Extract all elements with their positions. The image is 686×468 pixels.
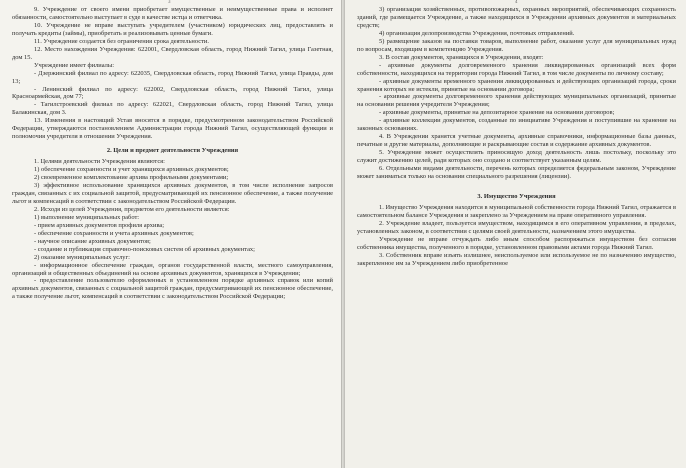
page-number: 3 <box>168 0 171 5</box>
paragraph: 1) обеспечение сохранности и учет хранящихся архивных документов; <box>34 166 229 174</box>
paragraph: - научное описание архивных документов; <box>34 237 151 245</box>
paragraph: 11. Учреждение создается без ограничения срока деятельности. <box>34 37 209 45</box>
paragraph: 2) оказание муниципальных услуг: <box>34 253 130 261</box>
paragraph: - информационное обеспечение граждан, органов государственной власти, местного самоуправления, организаций и общественных объединений на основе архивных документов, хранящихся в Учреждении; <box>12 261 333 277</box>
right-page <box>345 0 686 468</box>
paragraph: 1. Целями деятельности Учреждения являются: <box>34 158 165 166</box>
paragraph: 9. Учреждение от своего имени приобретает имущественные и неимущественные права и исполнет обязанности, самостоятельно выступает в суде в качестве истца и ответчика. <box>12 6 333 21</box>
paragraph: 6. Отдельными видами деятельности, перечень которых определяется федеральным законом, Учреждение может заниматься только на основании специального разрешения (лицензии). <box>357 165 676 181</box>
paragraph: 10. Учреждение не вправе выступать учредителем (участником) юридических лиц, предоставлять и получать кредиты (займы), приобретать и реализовывать ценные бумаги. <box>12 21 333 37</box>
paragraph: 2) своевременное комплектование архива профильными документами; <box>34 174 229 182</box>
paragraph: 3. Собственник вправе изъять излишнее, неиспользуемое или используемое не по назначению имущество, закрепленное им за Учреждением либо приобретенное <box>357 251 676 267</box>
paragraph: 5. Учреждение может осуществлять приносящую доход деятельность лишь постольку, поскольку это служит достижению целей, ради которых оно создано и соответствует указанным целям. <box>357 149 676 165</box>
paragraph: Учреждение имеет филиалы: <box>34 61 114 69</box>
paragraph: 1) выполнение муниципальных работ: <box>34 213 140 221</box>
paragraph: - архивные документы долговременного хранения ликвидированных организаций всех форм собственности, находящихся на территории города Нижний Тагил, в том числе документы по личному составу; <box>357 61 676 77</box>
left-page <box>0 0 341 468</box>
paragraph: - Ленинский филиал по адресу: 622002, Свердловская область, город Нижний Тагил, улица Красноармейская, дом 77; <box>12 85 333 101</box>
paragraph: - архивные документы временного хранения ликвидированных и действующих организаций города, сроки хранения которых не истекли, принятые на основании договора; <box>357 77 676 93</box>
section-heading: 3. Имущество Учреждения <box>477 192 556 200</box>
paragraph: 3) организация хозяйственных, противопожарных, охранных мероприятий, обеспечивающих сохранность зданий, где размещается Учреждение, а также находящихся в Учреждении архивных документов и материальных средств; <box>357 6 676 29</box>
paragraph: - прием архивных документов профиля архива; <box>34 221 165 229</box>
paragraph: 2. Учреждение владеет, пользуется имуществом, находящимся в его оперативном управлении, в пределах, установленных законом, в соответствии с целями своей деятельности, назначением этого имущества. <box>357 219 676 235</box>
paragraph: - архивные документы долговременного хранения действующих муниципальных организаций, принятые на основании решения учредителя Учреждения; <box>357 93 676 109</box>
paragraph: 3) эффективное использование хранящихся архивных документов, в том числе исполнение запросов граждан, связанных с их социальной защитой, предусматривающей их пенсионное обеспечение, а также получение льгот и компенсаций в соответствии с законодательством Российской Федерации. <box>12 182 333 205</box>
paragraph: - архивные коллекции документов, созданные по инициативе Учреждения и поступившие на хранение на законных основаниях. <box>357 117 676 133</box>
paragraph: Учреждение не вправе отчуждать либо иным способом распоряжаться имуществом без согласия собственника имущества, полученного в порядке, установленном правовыми актами города Нижний Тагил. <box>357 235 676 251</box>
paragraph: - архивные документы, принятые на депозитарное хранение на основании договоров; <box>379 109 615 117</box>
paragraph: 1. Имущество Учреждения находится в муниципальной собственности города Нижний Тагил, отражается в самостоятельном балансе Учреждения и закреплено за Учреждением на праве оперативного управления. <box>357 203 676 219</box>
paragraph-group <box>12 6 333 141</box>
paragraph: 4. В Учреждении хранятся учетные документы, архивные справочники, информационные базы данных, печатные и другие материалы, дополняющие и раскрывающие состав и содержание архивных документов. <box>357 133 676 149</box>
spacer <box>357 181 676 187</box>
page-number: 4 <box>515 0 518 5</box>
paragraph: 2. Исходя из целей Учреждения, предметом его деятельности является: <box>34 205 230 213</box>
paragraph: 12. Место нахождения Учреждения: 622001, Свердловская область, город Нижний Тагил, улица Газетная, дом 15. <box>12 45 333 61</box>
paragraph: 5) размещение заказов на поставки товаров, выполнение работ, оказание услуг для муниципальных нужд по вопросам, входящим в компетенцию Учреждения. <box>357 37 676 53</box>
paragraph: - создание и публикация справочно-поисковых систем об архивных документах; <box>34 245 255 253</box>
paragraph: - Тагилстроевский филиал по адресу: 622021, Свердловская область, город Нижний Тагил, улица Балакинская, дом 3. <box>12 101 333 117</box>
paragraph: - предоставление пользователю оформленных в установленном порядке архивных справок или копий архивных документов, связанных с социальной защитой граждан, предусматривающей их пенсионное обеспечение, а также получение льгот, компенсаций в соответствии с законодательством Российской Федерации; <box>12 277 333 301</box>
paragraph: 13. Изменения в настоящий Устав вносятся в порядке, предусмотренном законодательством Российской Федерации, утверждаются постановлением Администрации города Нижний Тагил, осуществляющей функции и полномочия учредителя в отношении Учреждения. <box>12 117 333 141</box>
paragraph-group <box>12 158 333 301</box>
section-heading: 2. Цели и предмет деятельности Учреждения <box>106 147 239 155</box>
paragraph: 4) организация делопроизводства Учреждения, почтовых отправлений. <box>379 29 575 37</box>
paragraph-group <box>357 204 676 268</box>
paragraph-group <box>357 6 676 181</box>
paragraph: - обеспечение сохранности и учета архивных документов; <box>34 229 194 237</box>
paragraph: - Дзержинский филиал по адресу: 622035, Свердловская область, город Нижний Тагил, улица Правды, дом 13; <box>12 69 333 85</box>
paragraph: 3. В состав документов, хранящихся в Учреждении, входят: <box>379 53 544 61</box>
